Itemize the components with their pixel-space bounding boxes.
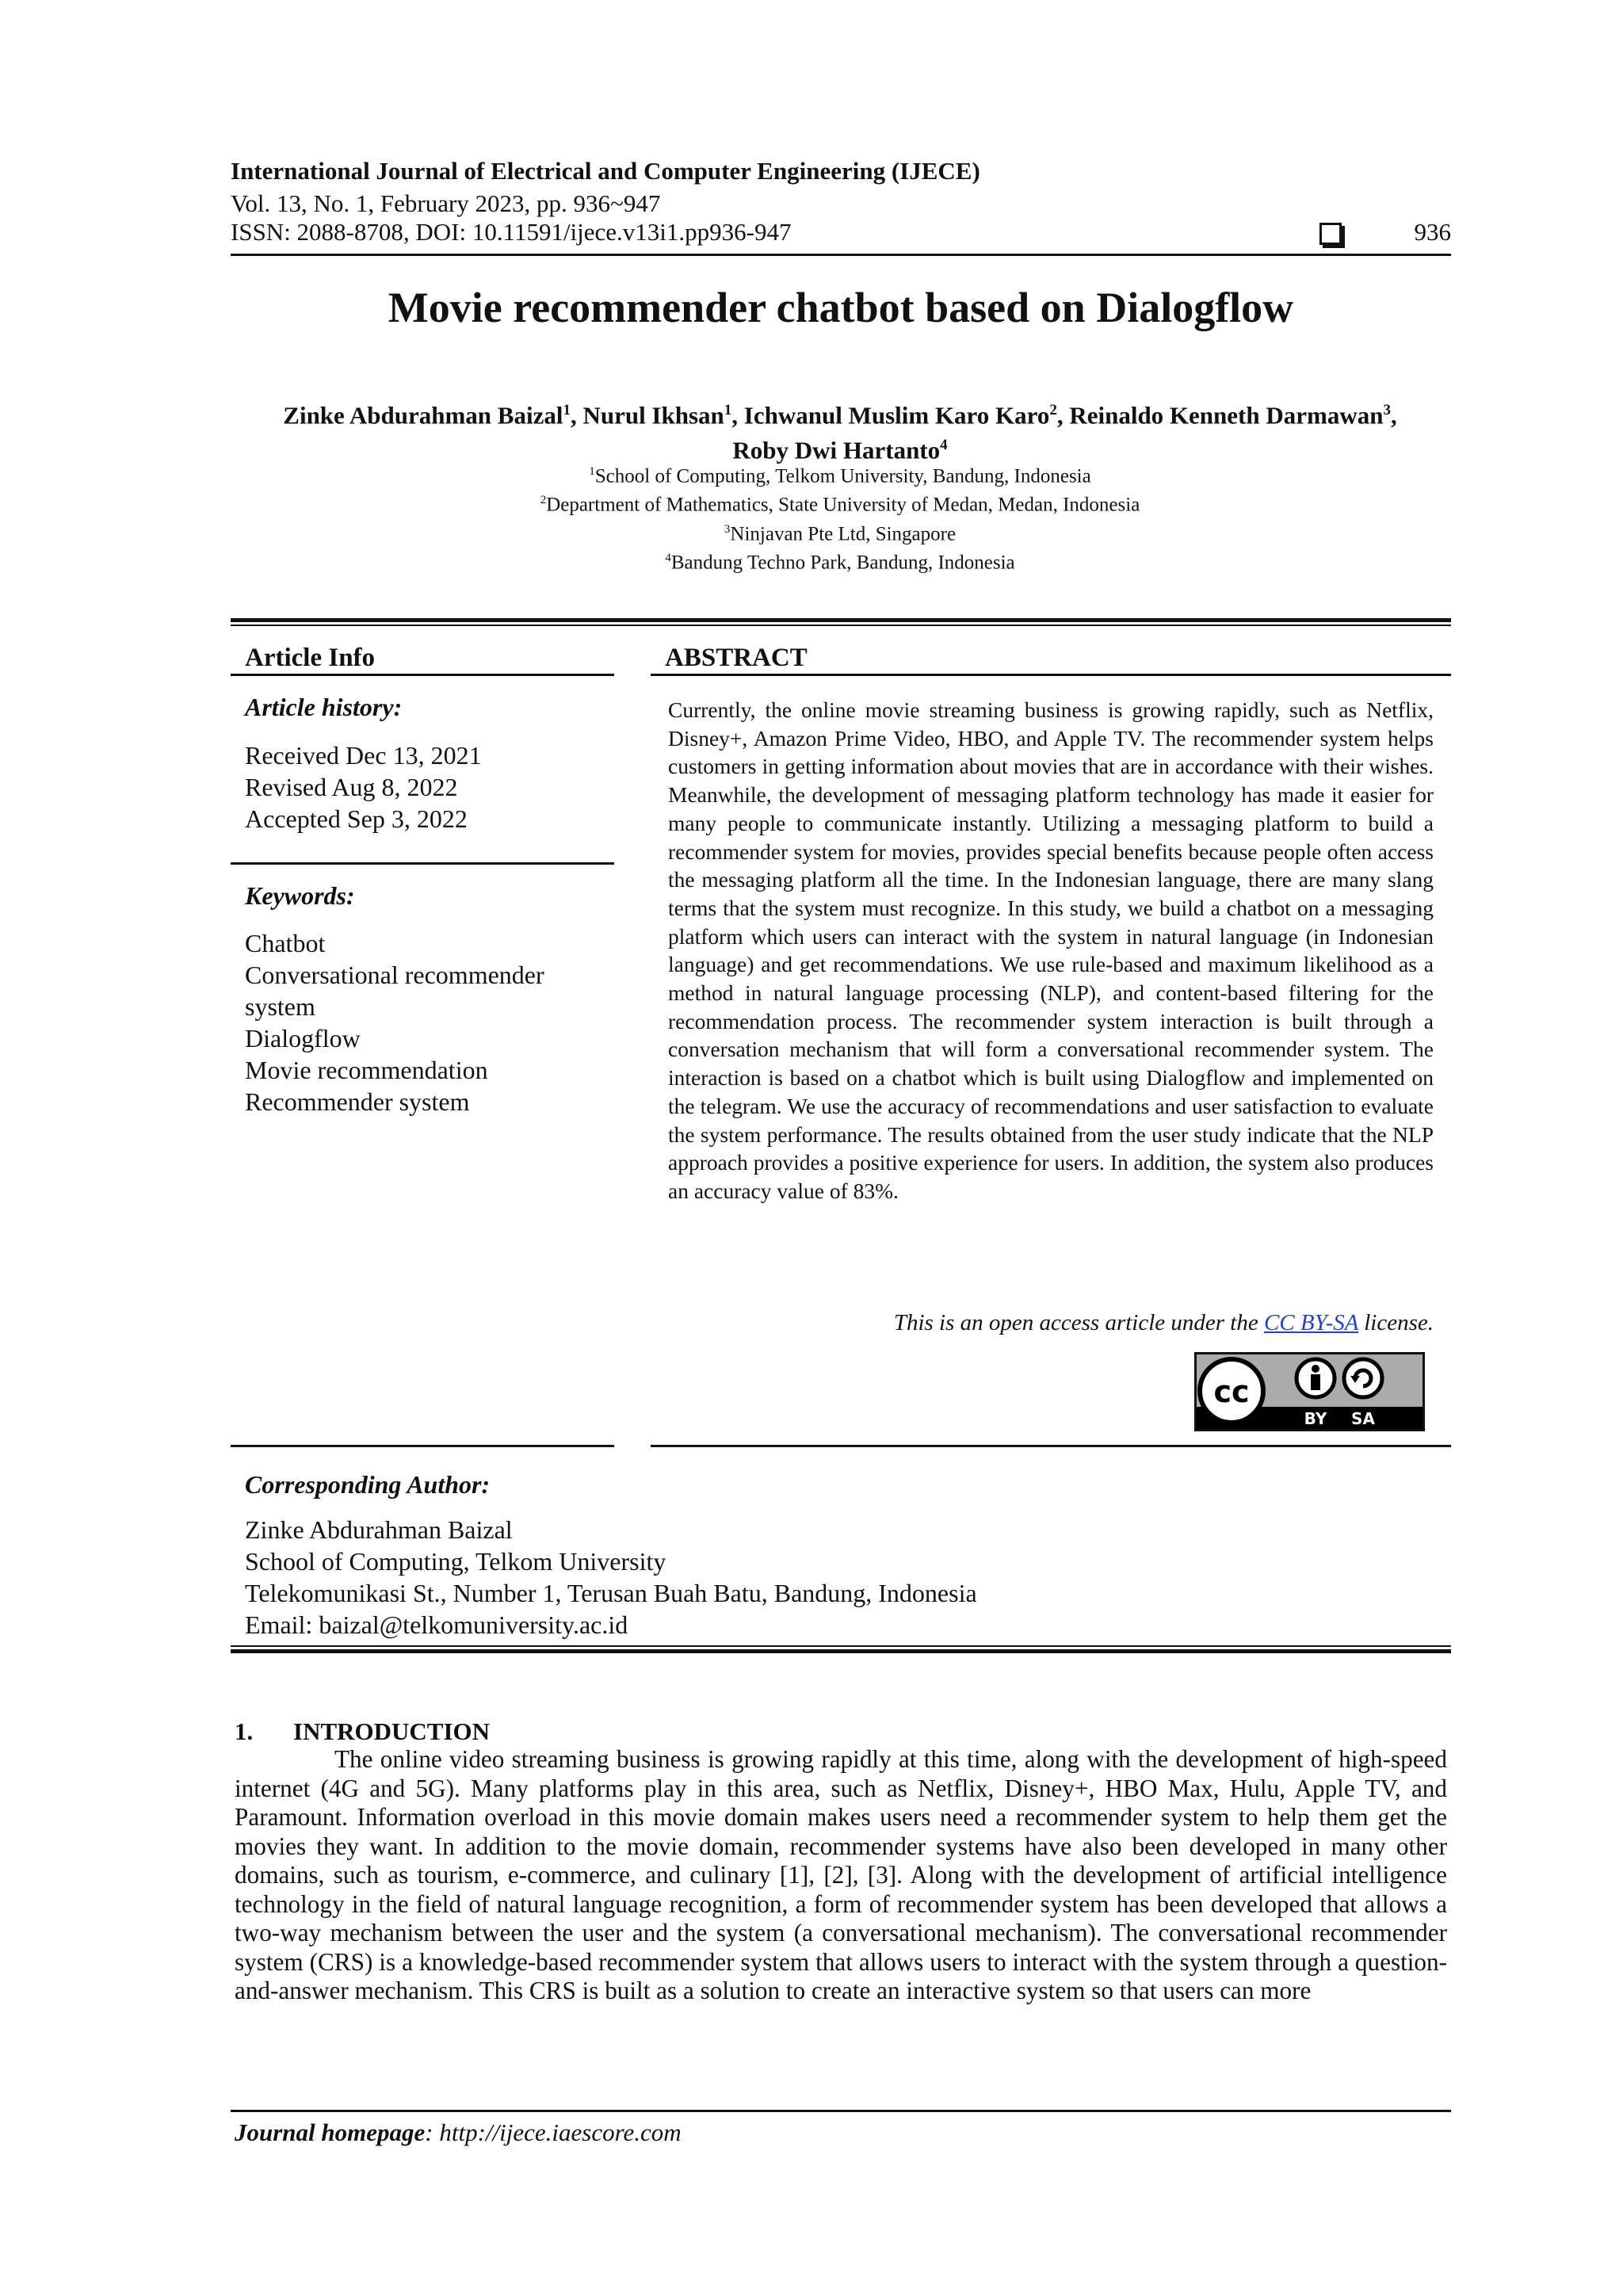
corresponding-line: Telekomunikasi St., Number 1, Terusan Buah Batu, Bandung, Indonesia [245,1579,977,1607]
homepage-label: Journal homepage [235,2118,426,2146]
author-affil-mark: 1 [563,402,571,418]
affil-text: Bandung Techno Park, Bandung, Indonesia [670,552,1015,574]
keywords-heading: Keywords: [245,881,355,910]
info-bottom-rule [231,1445,614,1447]
journal-homepage [235,2118,682,2148]
affil-mark: 4 [665,551,671,564]
author-affil-mark: 2 [1049,402,1057,418]
affiliation [262,518,1419,546]
corresponding-line: Zinke Abdurahman Baizal [245,1515,513,1544]
homepage-url[interactable]: : http://ijece.iaescore.com [425,2118,682,2146]
abstract-bottom-rule [651,1445,1451,1447]
author-separator: , [570,401,583,430]
corresponding-author-details [245,1514,1434,1641]
affiliation-list [262,460,1419,575]
affil-text: Department of Mathematics, State University of Medan, Medan, Indonesia [546,494,1140,516]
article-info-heading: Article Info [245,644,376,672]
cc-mark: cc [1213,1374,1250,1409]
abstract-heading-wrap [651,642,1451,674]
introduction-text: The online video streaming business is growing rapidly at this time, along with the development of high-speed internet (4G and 5G). Many platforms play in this area, such as Netflix, Disney+, HBO Max, Hulu, Apple TV, and Paramount. Information overload in this movie domain makes users need a recommender system to help them get the movies they want. In addition to the movie domain, recommender systems have also been developed in many other domains, such as tourism, e-commerce, and culinary [1], [2], [3]. Along with the development of artificial intelligence technology in the field of natural language recognition, a form of recommender system has been developed that allows a two-way mechanism between the user and the system (a conversational mechanism). The conversational recommender system (CRS) is a knowledge-based recommender system that allows users to interact with the system through a question-and-answer mechanism. This CRS is built as a solution to create an interactive system so that users can more [235,1745,1447,2004]
by-mark: BY [1304,1409,1327,1428]
sa-mark: SA [1351,1409,1375,1428]
author-separator: , [1390,401,1397,430]
checkbox-square-icon [1319,223,1342,245]
abstract-heading: ABSTRACT [665,644,808,672]
cc-by-sa-link[interactable]: CC BY-SA [1264,1310,1358,1335]
article-history-list [245,739,594,835]
article-history-heading: Article history: [245,693,403,721]
history-item: Received Dec 13, 2021 [245,741,482,770]
author-affil-mark: 3 [1383,402,1391,418]
history-item: Accepted Sep 3, 2022 [245,804,468,833]
author-name: Ichwanul Muslim Karo Karo [743,401,1050,430]
keyword: Chatbot [245,929,326,957]
affil-text: Ninjavan Pte Ltd, Singapore [730,522,957,544]
license-suffix: license. [1358,1310,1434,1335]
author-name: Nurul Ikhsan [582,401,724,430]
license-statement [894,1308,1434,1337]
article-info-rule [231,674,614,676]
affil-mark: 1 [589,465,595,478]
license-prefix: This is an open access article under the [893,1310,1264,1335]
corresponding-line: Email: baizal@telkomuniversity.ac.id [245,1610,628,1639]
abstract-text: Currently, the online movie streaming business is growing rapidly, such as Netflix, Disney+, Amazon Prime Video, HBO, and Apple TV. The recommender system helps customers in getting information about movies that are in accordance with their wishes. Meanwhile, the development of messaging platform technology has made it easier for many people to communicate instantly. Utilizing a messaging platform to build a recommender system for movies, provides special benefits because people often access the messaging platform all the time. In the Indonesian language, there are many slang terms that the system must recognize. In this study, we build a chatbot on a messaging platform which users can interact with the system in natural language (in Indonesian language) and get recommendations. We use rule-based and maximum likelihood as a method in natural language processing (NLP), and content-based filtering for the recommendation process. The recommender system interaction is built through a conversation mechanism that will form a conversational recommender system. The interaction is based on a chatbot which is built using Dialogflow and implemented on the telegram. We use the accuracy of recommendations and user satisfaction to evaluate the system performance. The results obtained from the user study indicate that the NLP approach provides a positive experience for users. In addition, the system also produces an accuracy value of 83%. [668,697,1434,1203]
keywords-list [245,927,594,1117]
abstract-rule [651,674,1451,676]
corresponding-author-heading: Corresponding Author: [245,1470,491,1499]
section-number: 1. [235,1717,254,1745]
history-divider [231,862,614,865]
journal-name: International Journal of Electrical and Computer Engineering (IJECE) [231,157,980,185]
journal-volume: Vol. 13, No. 1, February 2023, pp. 936~947 [231,189,661,217]
author-list [262,395,1419,466]
corresponding-rule-thick [231,1649,1451,1653]
keyword: Dialogflow [245,1024,361,1052]
author-name: Reinaldo Kenneth Darmawan [1069,401,1384,430]
history-item: Revised Aug 8, 2022 [245,773,458,801]
info-top-rule [231,618,1451,622]
cc-badge-graphic [1197,1354,1423,1429]
author-separator: , [731,401,744,430]
corresponding-line: School of Computing, Telkom University [245,1547,666,1576]
affiliation [262,460,1419,488]
affil-text: School of Computing, Telkom University, Bandung, Indonesia [594,465,1091,487]
footer-rule [231,2110,1451,2112]
introduction-heading [235,1717,490,1747]
corresponding-rule-thin [231,1645,1451,1647]
paper-title: Movie recommender chatbot based on Dialogflow [388,284,1294,331]
affil-mark: 2 [540,494,547,507]
keyword: Recommender system [245,1087,470,1116]
keyword: Movie recommendation [245,1056,488,1084]
author-affil-mark: 1 [724,402,732,418]
affil-mark: 3 [724,522,731,536]
affiliation [262,488,1419,517]
keyword: Conversational recommender system [245,961,544,1021]
article-info-heading-wrap [231,642,614,674]
author-name: Roby Dwi Hartanto [732,436,941,464]
author-name: Zinke Abdurahman Baizal [283,401,563,430]
journal-issn: ISSN: 2088-8708, DOI: 10.11591/ijece.v13i1.pp936-947 [231,218,792,246]
header-divider [231,254,1451,256]
cc-by-sa-badge-icon[interactable] [1194,1352,1425,1431]
page-number: 936 [1414,218,1451,246]
affiliation [262,546,1419,575]
info-top-rule-thin [231,625,1451,626]
section-title: INTRODUCTION [293,1717,491,1745]
author-separator: , [1056,401,1070,430]
author-affil-mark: 4 [940,437,948,454]
